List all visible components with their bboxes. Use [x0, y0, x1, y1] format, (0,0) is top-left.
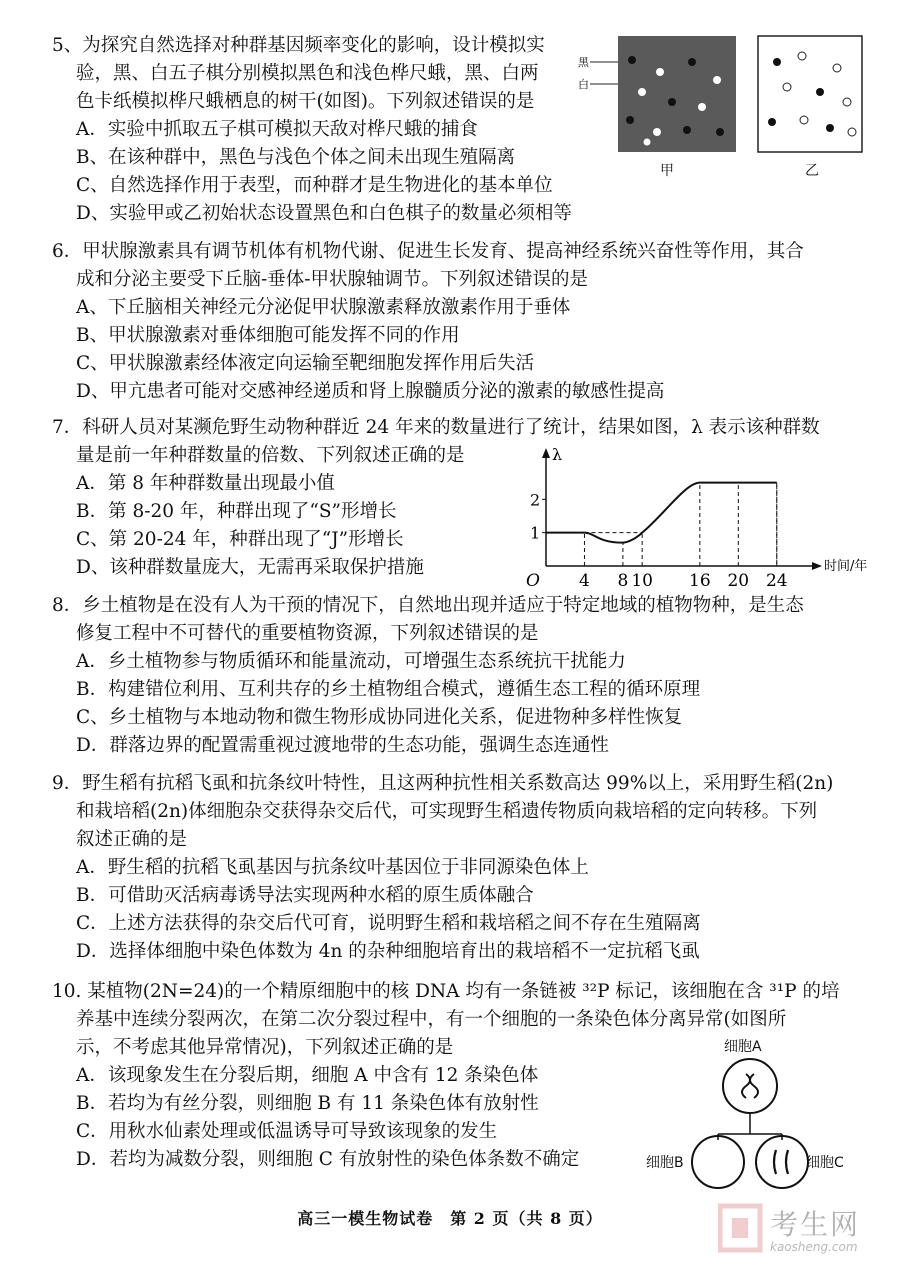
- option-c: C、甲状腺激素经体液定向运输至靶细胞发挥作用后失活: [76, 353, 535, 374]
- page-footer: 高三一模生物试卷 第 2 页（共 8 页）: [297, 1209, 603, 1228]
- option-c: C．上述方法获得的杂交后代可育，说明野生稻和栽培稻之间不存在生殖隔离: [76, 913, 701, 934]
- x-tick-label: 20: [727, 571, 750, 588]
- question-stem-line: 6．甲状腺激素具有调节机体有机物代谢、促进生长发育、提高神经系统兴奋性等作用，其合: [52, 241, 804, 262]
- option-b: B．若均为有丝分裂，则细胞 B 有 11 条染色体有放射性: [76, 1093, 539, 1114]
- ticks: [530, 483, 788, 588]
- question-stem-line: 7．科研人员对某濒危野生动物种群近 24 年来的数量进行了统计，结果如图，λ 表示该种群数: [52, 417, 820, 438]
- lambda-chart: [510, 448, 880, 588]
- option-a: A．野生稻的抗稻飞虱基因与抗条纹叶基因位于非同源染色体上: [76, 857, 589, 878]
- option-b: B、甲状腺激素对垂体细胞可能发挥不同的作用: [76, 325, 460, 346]
- question-stem-line: 和栽培稻(2n)体细胞杂交获得杂交后代，可实现野生稻遗传物质向栽培稻的定向转移。下列: [76, 801, 818, 822]
- option-b: B．第 8-20 年，种群出现了“S”形增长: [76, 501, 397, 522]
- cell-division-figure: [640, 1036, 890, 1196]
- option-d: D．选择体细胞中染色体数为 4n 的杂种细胞培育出的栽培稻不一定抗稻飞虱: [76, 941, 700, 962]
- x-tick-label: 16: [689, 571, 711, 588]
- y-tick-label: 1: [530, 523, 541, 543]
- option-a: A．乡土植物参与物质循环和能量流动，可增强生态系统抗干扰能力: [76, 651, 626, 672]
- cell-a-outline: [723, 1059, 777, 1113]
- option-c: C、乡土植物与本地动物和微生物形成协同进化关系，促进物种多样性恢复: [76, 707, 683, 728]
- option-d: D．群落边界的配置需重视过渡地带的生态功能，强调生态连通性: [76, 735, 609, 756]
- y-axis-arrow: [542, 448, 550, 458]
- question-stem-line: 修复工程中不可替代的重要植物资源，下列叙述错误的是: [76, 623, 539, 644]
- origin-label: O: [526, 571, 540, 588]
- y-tick-label: 2: [530, 490, 541, 510]
- x-tick-label: 8: [617, 571, 629, 588]
- x-axis-label: 时间/年: [824, 559, 868, 574]
- chromosome-a: [742, 1074, 758, 1098]
- option-b: B．可借助灭活病毒诱导法实现两种水稻的原生质体融合: [76, 885, 534, 906]
- question-stem-line: 5、为探究自然选择对种群基因频率变化的影响，设计模拟实: [52, 35, 545, 56]
- figure-label-yi: 乙: [805, 163, 819, 179]
- question-9: [52, 770, 833, 966]
- lambda-series-line: [546, 483, 777, 543]
- question-stem-line: 叙述正确的是: [76, 829, 188, 850]
- option-a: A．第 8 年种群数量出现最小值: [76, 473, 335, 494]
- option-c: C、自然选择作用于表型，而种群才是生物进化的基本单位: [76, 175, 553, 196]
- cell-c-label: 细胞C: [806, 1155, 844, 1171]
- option-b: B．构建错位利用、互利共存的乡土植物组合模式，遵循生态工程的循环原理: [76, 679, 701, 700]
- option-c: C．用秋水仙素处理或低温诱导可导致该现象的发生: [76, 1121, 498, 1142]
- option-d: D、该种群数量庞大，无需再采取保护措施: [76, 557, 424, 578]
- option-d: D．若均为减数分裂，则细胞 C 有放射性的染色体条数不确定: [76, 1149, 580, 1170]
- x-axis-arrow: [812, 562, 822, 570]
- option-a: A．实验中抓取五子棋可模拟天敌对桦尺蛾的捕食: [76, 119, 478, 140]
- chromosomes-c: [774, 1150, 788, 1174]
- cell-c-outline: [756, 1136, 808, 1188]
- question-stem-line: 8．乡土植物是在没有人为干预的情况下，自然地出现并适应于特定地域的植物物种，是生态: [52, 595, 804, 616]
- question-6: [52, 238, 804, 406]
- question-5: [52, 32, 572, 228]
- cell-a-label: 细胞A: [724, 1039, 762, 1055]
- figure-side-label-white: 白: [578, 78, 589, 91]
- x-tick-label: 4: [579, 571, 590, 588]
- light-board-yi: [758, 36, 862, 152]
- question-stem-line: 养基中连续分裂两次，在第二次分裂过程中，有一个细胞的一条染色体分离异常(如图所: [76, 1009, 787, 1030]
- option-a: A、下丘脑相关神经元分泌促甲状腺激素释放激素作用于垂体: [76, 297, 571, 318]
- question-stem-line: 10. 某植物(2N=24)的一个精原细胞中的核 DNA 均有一条链被 ³²P 标记，该细胞在含 ³¹P 的培: [52, 981, 840, 1002]
- question-stem-line: 色卡纸模拟桦尺蛾栖息的树干(如图)。下列叙述错误的是: [76, 91, 535, 112]
- question-stem-line: 验，黑、白五子棋分别模拟黑色和浅色桦尺蛾，黑、白两: [76, 63, 539, 84]
- question-stem-line: 量是前一年种群数量的倍数、下列叙述正确的是: [76, 445, 465, 466]
- watermark-url: kaosheng.com: [770, 1240, 858, 1254]
- x-tick-label: 10: [631, 571, 653, 588]
- y-axis-label: λ: [552, 448, 563, 464]
- option-d: D、实验甲或乙初始状态设置黑色和白色棋子的数量必须相等: [76, 203, 572, 224]
- figure-side-label-black: 黑: [578, 56, 589, 69]
- cell-b-outline: [692, 1136, 744, 1188]
- x-tick-label: 24: [765, 571, 788, 588]
- q5-figure: [572, 32, 872, 182]
- question-8: [52, 592, 804, 760]
- option-c: C、第 20-24 年，种群出现了“J”形增长: [76, 529, 404, 550]
- question-stem-line: 示，不考虑其他异常情况)，下列叙述正确的是: [76, 1037, 454, 1058]
- watermark-text: 考生网: [770, 1208, 861, 1241]
- cell-b-label: 细胞B: [646, 1155, 684, 1171]
- question-stem-line: 9．野生稻有抗稻飞虱和抗条纹叶特性，且这两种抗性相关系数高达 99%以上，采用野生稻(2n): [52, 773, 834, 794]
- figure-label-jia: 甲: [660, 163, 674, 179]
- option-a: A．该现象发生在分裂后期，细胞 A 中含有 12 条染色体: [76, 1065, 539, 1086]
- option-b: B、在该种群中，黑色与浅色个体之间未出现生殖隔离: [76, 147, 516, 168]
- option-d: D、甲亢患者可能对交感神经递质和肾上腺髓质分泌的激素的敏感性提高: [76, 381, 665, 402]
- question-stem-line: 成和分泌主要受下丘脑-垂体-甲状腺轴调节。下列叙述错误的是: [76, 269, 589, 290]
